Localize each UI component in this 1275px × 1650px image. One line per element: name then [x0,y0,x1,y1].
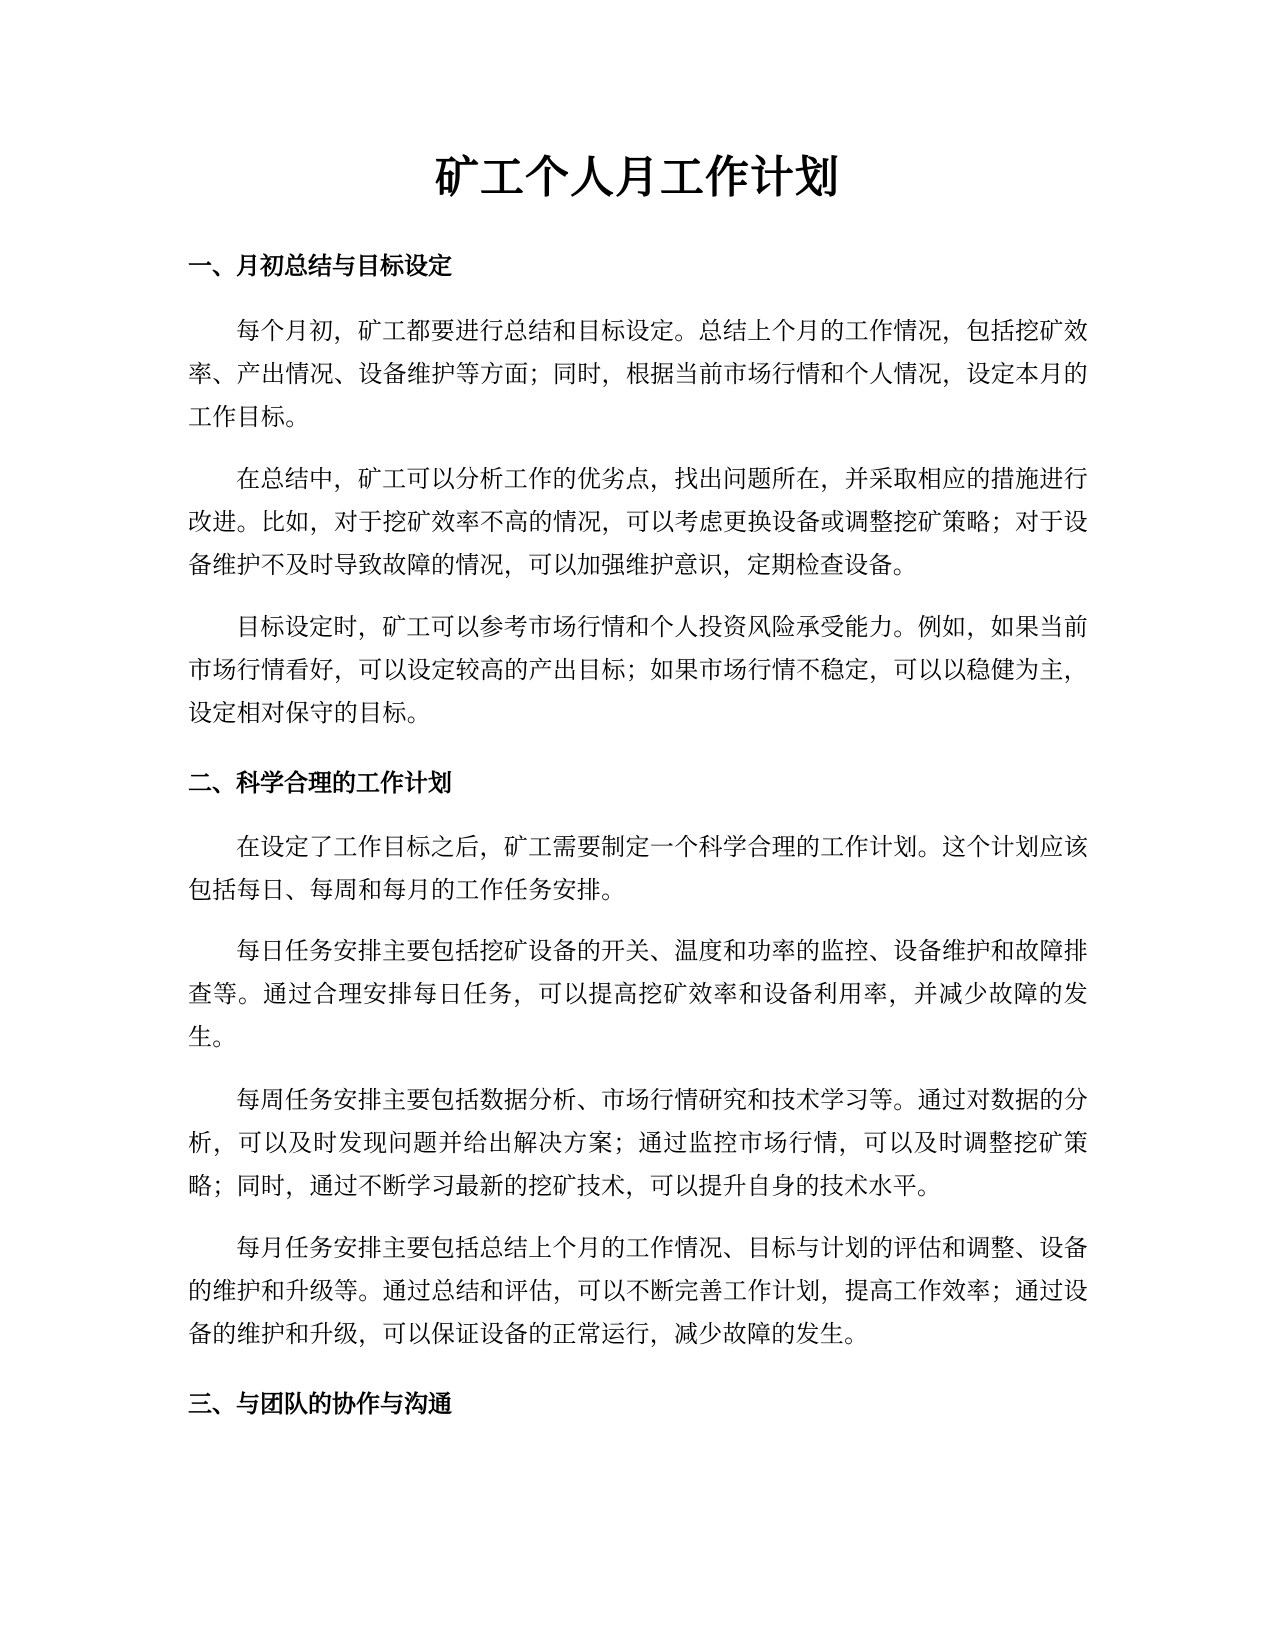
section-heading: 三、与团队的协作与沟通 [188,1390,452,1418]
section-heading: 一、月初总结与目标设定 [188,252,452,280]
paragraph: 目标设定时，矿工可以参考市场行情和个人投资风险承受能力。例如，如果当前市场行情看好，可以设定较高的产出目标；如果市场行情不稳定，可以以稳健为主，设定相对保守的目标。 [188,613,1088,727]
section-heading: 二、科学合理的工作计划 [188,769,452,797]
paragraph: 每个月初，矿工都要进行总结和目标设定。总结上个月的工作情况，包括挖矿效率、产出情况、设备维护等方面；同时，根据当前市场行情和个人情况，设定本月的工作目标。 [188,317,1088,431]
paragraph: 每月任务安排主要包括总结上个月的工作情况、目标与计划的评估和调整、设备的维护和升级等。通过总结和评估，可以不断完善工作计划，提高工作效率；通过设备的维护和升级，可以保证设备的正常运行，减少故障的发生。 [188,1234,1088,1348]
paragraph: 每日任务安排主要包括挖矿设备的开关、温度和功率的监控、设备维护和故障排查等。通过合理安排每日任务，可以提高挖矿效率和设备利用率，并减少故障的发生。 [188,937,1088,1051]
paragraph: 在总结中，矿工可以分析工作的优劣点，找出问题所在，并采取相应的措施进行改进。比如，对于挖矿效率不高的情况，可以考虑更换设备或调整挖矿策略；对于设备维护不及时导致故障的情况，可以加强维护意识，定期检查设备。 [188,465,1088,579]
paragraph: 每周任务安排主要包括数据分析、市场行情研究和技术学习等。通过对数据的分析，可以及时发现问题并给出解决方案；通过监控市场行情，可以及时调整挖矿策略；同时，通过不断学习最新的挖矿技术，可以提升自身的技术水平。 [188,1086,1088,1200]
page-title: 矿工个人月工作计划 [435,152,840,203]
paragraph: 在设定了工作目标之后，矿工需要制定一个科学合理的工作计划。这个计划应该包括每日、每周和每月的工作任务安排。 [188,833,1088,904]
